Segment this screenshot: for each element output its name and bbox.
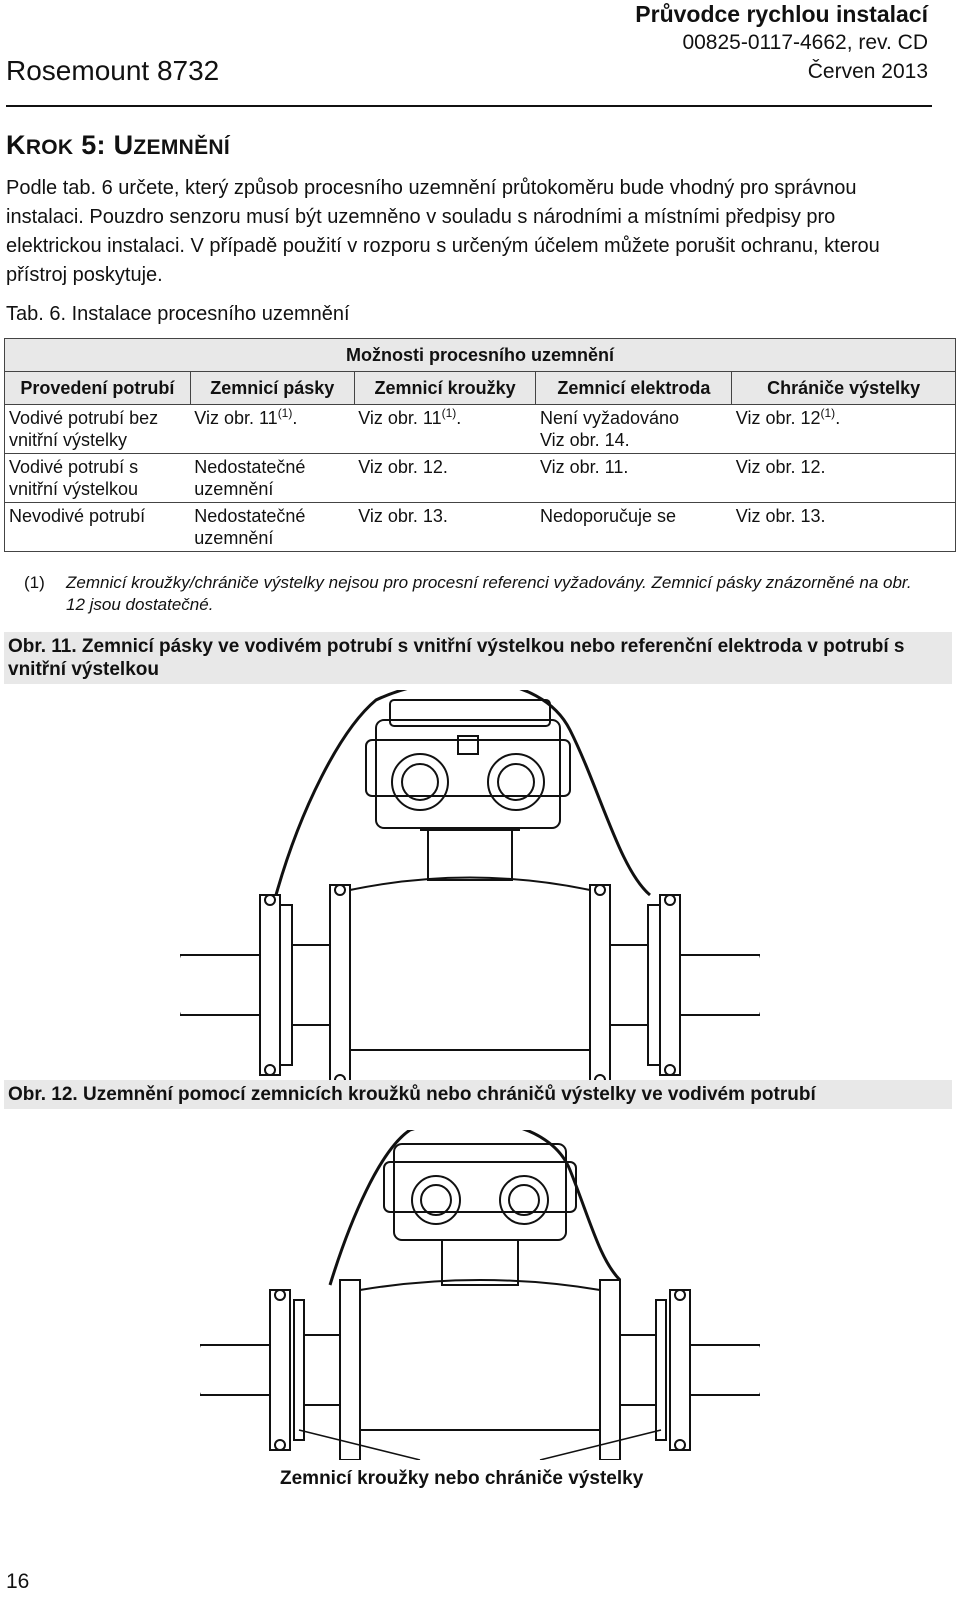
- flange-left: [270, 1290, 290, 1450]
- page-number: 16: [6, 1570, 30, 1593]
- grounding-ring-right: [656, 1300, 666, 1440]
- pipe-right: [690, 1345, 760, 1395]
- meter-neck: [428, 830, 512, 880]
- document-number: 00825-0117-4662, rev. CD: [682, 31, 928, 54]
- cell-rings: Viz obr. 13.: [354, 503, 536, 552]
- cell-protectors: Viz obr. 13.: [732, 503, 956, 552]
- product-name: Rosemount 8732: [6, 55, 220, 86]
- header-rule: [6, 105, 932, 107]
- cell-protectors: Viz obr. 12.: [732, 454, 956, 503]
- meter-neck: [442, 1240, 518, 1285]
- cell-electrode: Viz obr. 11.: [536, 454, 732, 503]
- table-group-header: Možnosti procesního uzemnění: [5, 339, 956, 372]
- guide-title: Průvodce rychlou instalací: [635, 1, 928, 27]
- table-row: [5, 405, 956, 454]
- pipe-right: [680, 955, 760, 1015]
- cell-straps: Nedostatečné uzemnění: [190, 503, 354, 552]
- col-header-straps: Zemnicí pásky: [190, 372, 354, 405]
- flange-right: [660, 895, 680, 1075]
- sensor-body: [360, 1280, 600, 1430]
- sensor-body: [350, 878, 590, 1051]
- grounding-rings-label: Zemnicí kroužky nebo chrániče výstelky: [280, 1468, 644, 1489]
- table-caption: Tab. 6. Instalace procesního uzemnění: [6, 303, 350, 325]
- footnote-mark: (1): [24, 573, 45, 592]
- grounding-ring-left: [294, 1300, 304, 1440]
- pipe-left: [180, 955, 260, 1015]
- col-header-rings: Zemnicí kroužky: [354, 372, 536, 405]
- col-header-pipe: Provedení potrubí: [5, 372, 191, 405]
- table-row: [5, 503, 956, 552]
- figure-12-caption: Obr. 12. Uzemnění pomocí zemnicích kroužků nebo chráničů výstelky ve vodivém potrubí: [4, 1080, 952, 1109]
- figure-11-caption: Obr. 11. Zemnicí pásky ve vodivém potrubí s vnitřní výstelkou nebo referenční elektroda v potrubí s vnitřní výstelkou: [4, 632, 952, 684]
- conduit-port-right: [500, 1176, 548, 1224]
- conduit-port-left: [392, 754, 448, 810]
- pipe-left: [200, 1345, 270, 1395]
- table-footnote: [24, 572, 924, 616]
- publication-date: Červen 2013: [807, 60, 928, 83]
- cell-straps: Viz obr. 11$^{(1)}$.: [190, 405, 354, 454]
- running-header: [635, 0, 928, 86]
- cell-electrode: Není vyžadováno Viz obr. 14.: [536, 405, 732, 454]
- cell-pipe: Nevodivé potrubí: [5, 503, 191, 552]
- cell-protectors: Viz obr. 12$^{(1)}$.: [732, 405, 956, 454]
- col-header-protectors: Chrániče výstelky: [732, 372, 956, 405]
- col-header-electrode: Zemnicí elektroda: [536, 372, 732, 405]
- section-heading: KROK 5: UZEMNĚNÍ: [6, 130, 231, 160]
- transmitter-housing: [394, 1144, 566, 1240]
- flange-left: [260, 895, 280, 1075]
- footnote-text: Zemnicí kroužky/chrániče výstelky nejsou pro procesní referenci vyžadovány. Zemnicí pásky znázorněné na obr. 12 jsou dostatečné.: [66, 573, 912, 614]
- intro-paragraph: Podle tab. 6 určete, který způsob procesního uzemnění průtokoměru bude vhodný pro správnou instalaci. Pouzdro senzoru musí být uzemněno v souladu s národními a místními předpisy pro elektrickou instalaci. V případě použití v rozporu s určeným účelem můžete porušit ochranu, kterou přístroj poskytuje.: [6, 177, 880, 286]
- table-row: [5, 454, 956, 503]
- flange-right: [670, 1290, 690, 1450]
- cell-pipe: Vodivé potrubí s vnitřní výstelkou: [5, 454, 191, 503]
- cell-straps: Nedostatečné uzemnění: [190, 454, 354, 503]
- grounding-table: [4, 338, 956, 552]
- conduit-port-left: [412, 1176, 460, 1224]
- conduit-port-right: [488, 754, 544, 810]
- cell-rings: Viz obr. 12.: [354, 454, 536, 503]
- figure-12-flowmeter-drawing: [200, 1130, 760, 1460]
- figure-11-flowmeter-drawing: [180, 690, 760, 1090]
- cell-electrode: Nedoporučuje se: [536, 503, 732, 552]
- cell-pipe: Vodivé potrubí bez vnitřní výstelky: [5, 405, 191, 454]
- cell-rings: Viz obr. 11$^{(1)}$.: [354, 405, 536, 454]
